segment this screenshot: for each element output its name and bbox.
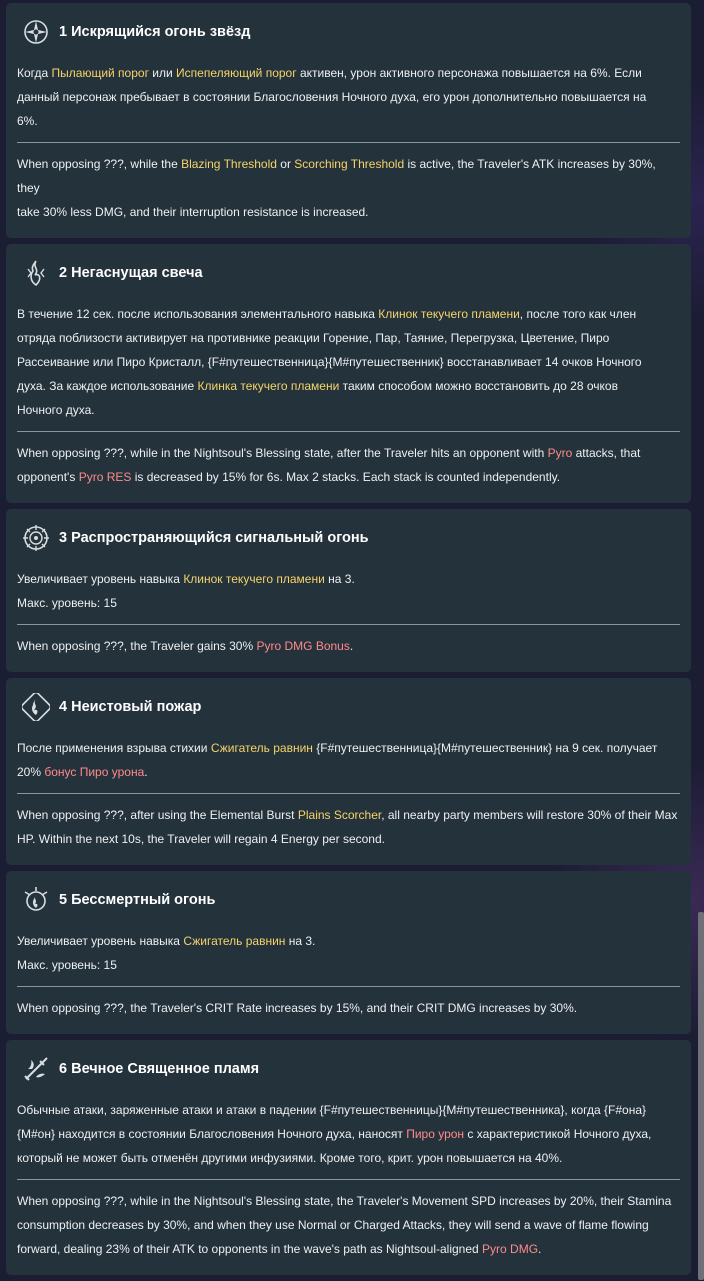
card-title: 5 Бессмертный огонь: [59, 892, 216, 908]
description-line: [17, 1146, 680, 1170]
description-en: [17, 1180, 680, 1275]
text-segment: consumption decreases by 30%, and when they use Normal or Charged Attacks, they will send a wave of flame flowing: [17, 1218, 649, 1232]
text-segment: Макс. уровень: 15: [17, 596, 117, 610]
pyro-term: Pyro: [547, 446, 573, 460]
text-segment: отряда поблизости активирует на противнике реакции Горение, Пар, Таяние, Перегрузка, Цветение, Пиро: [17, 331, 610, 345]
skill-link: Клинок текучего пламени: [183, 572, 325, 586]
text-segment: Обычные атаки, заряженные атаки и атаки в падении {F#путешественницы}{M#путешественника}, когда {F#она}: [17, 1103, 646, 1117]
description-line: [17, 1237, 680, 1261]
text-segment: When opposing ???, the Traveler's CRIT Rate increases by 15%, and their CRIT DMG increases by 30%.: [17, 1001, 578, 1015]
pyro-term: Пиро урон: [406, 1127, 465, 1141]
text-segment: .: [538, 1242, 542, 1256]
beacon-icon: [21, 523, 51, 553]
skill-link: Пылающий порог: [51, 66, 149, 80]
card-title: 1 Искрящийся огонь звёзд: [59, 24, 251, 40]
text-segment: таким способом можно восстановить до 28 очков: [339, 379, 618, 393]
scrollbar[interactable]: [698, 912, 704, 1280]
constellation-card: [6, 3, 691, 238]
pyro-term: бонус Пиро урона: [44, 765, 145, 779]
description-line: [17, 1213, 680, 1237]
description-ru: [17, 929, 680, 986]
description-line: [17, 567, 680, 591]
text-segment: .: [144, 765, 148, 779]
description-line: [17, 85, 680, 109]
description-line: [17, 350, 680, 374]
card-header: [17, 3, 680, 61]
constellation-card: [6, 244, 691, 503]
description-en: [17, 432, 680, 503]
text-segment: Увеличивает уровень навыка: [17, 934, 184, 948]
description-line: [17, 1122, 680, 1146]
text-segment: is decreased by 15% for 6s. Max 2 stacks. Each stack is counted independently.: [131, 470, 561, 484]
description-ru: [17, 1098, 680, 1179]
description-line: [17, 109, 680, 133]
description-line: [17, 398, 680, 422]
text-segment: , после того как член: [519, 307, 637, 321]
description-line: [17, 1189, 680, 1213]
skill-link: Испепеляющий порог: [176, 66, 297, 80]
text-segment: 6%.: [17, 114, 38, 128]
text-segment: Ночного духа.: [17, 403, 95, 417]
text-segment: opponent's: [17, 470, 79, 484]
text-segment: When opposing ???, the Traveler gains 30%: [17, 639, 257, 653]
pyro-term: Pyro DMG Bonus: [256, 639, 350, 653]
description-line: [17, 302, 680, 326]
text-segment: attacks, that: [572, 446, 641, 460]
text-segment: When opposing ???, while in the Nightsoul's Blessing state, after the Traveler hits an opponent with: [17, 446, 548, 460]
wildfire-icon: [21, 692, 51, 722]
description-en: [17, 987, 680, 1034]
skill-link: Клинок текучего пламени: [378, 307, 520, 321]
constellation-card: [6, 509, 691, 672]
sacred-flame-sword-icon: [21, 1054, 51, 1084]
description-line: [17, 760, 680, 784]
text-segment: духа. За каждое использование: [17, 379, 198, 393]
constellation-card: [6, 1040, 691, 1275]
pyro-term: Pyro RES: [78, 470, 132, 484]
description-line: [17, 441, 680, 465]
text-segment: Увеличивает уровень навыка: [17, 572, 184, 586]
description-line: [17, 996, 680, 1020]
description-line: [17, 326, 680, 350]
card-title: 3 Распространяющийся сигнальный огонь: [59, 530, 369, 546]
skill-link: Blazing Threshold: [181, 157, 277, 171]
text-segment: {F#путешественница}{M#путешественник} на 9 сек. получает: [312, 741, 658, 755]
card-header: [17, 678, 680, 736]
skill-link: Сжигатель равнин: [183, 934, 286, 948]
text-segment: или: [148, 66, 177, 80]
text-segment: When opposing ???, while in the Nightsoul's Blessing state, the Traveler's Movement SPD increases by 20%, their Stamina: [17, 1194, 672, 1208]
skill-link: Клинка текучего пламени: [197, 379, 340, 393]
text-segment: После применения взрыва стихии: [17, 741, 211, 755]
text-segment: take 30% less DMG, and their interruption resistance is increased.: [17, 205, 369, 219]
description-line: [17, 827, 680, 851]
card-title: 2 Негаснущая свеча: [59, 265, 203, 281]
skill-link: Сжигатель равнин: [210, 741, 313, 755]
card-header: [17, 1040, 680, 1098]
description-line: [17, 152, 680, 200]
description-line: [17, 803, 680, 827]
text-segment: Когда: [17, 66, 52, 80]
description-line: [17, 465, 680, 489]
text-segment: forward, dealing 23% of their ATK to opponents in the wave's path as Nightsoul-aligned: [17, 1242, 483, 1256]
card-header: [17, 871, 680, 929]
description-line: [17, 61, 680, 85]
text-segment: данный персонаж пребывает в состоянии Благословения Ночного духа, его урон дополнительно повышается на: [17, 90, 647, 104]
text-segment: Рассеивание или Пиро Кристалл, {F#путешественница}{M#путешественник} восстанавливает 14 очков Ночного: [17, 355, 642, 369]
text-segment: {M#он} находится в состоянии Благословения Ночного духа, наносят: [17, 1127, 407, 1141]
text-segment: который не может быть отменён другими инфузиями. Кроме того, крит. урон повышается на 40%.: [17, 1151, 563, 1165]
description-line: [17, 1098, 680, 1122]
description-ru: [17, 567, 680, 624]
description-ru: [17, 302, 680, 431]
constellation-card: [6, 871, 691, 1034]
description-en: [17, 625, 680, 672]
text-segment: When opposing ???, while the: [17, 157, 182, 171]
skill-link: Plains Scorcher: [297, 808, 382, 822]
text-segment: на 3.: [285, 934, 316, 948]
card-title: 6 Вечное Священное пламя: [59, 1061, 260, 1077]
description-line: [17, 736, 680, 760]
pyro-term: Pyro DMG: [482, 1242, 539, 1256]
text-segment: с характеристикой Ночного духа,: [464, 1127, 652, 1141]
description-line: [17, 591, 680, 615]
text-segment: When opposing ???, after using the Elemental Burst: [17, 808, 298, 822]
text-segment: or: [276, 157, 295, 171]
text-segment: 20%: [17, 765, 45, 779]
card-header: [17, 509, 680, 567]
description-en: [17, 143, 680, 238]
description-line: [17, 953, 680, 977]
text-segment: В течение 12 сек. после использования элементального навыка: [17, 307, 379, 321]
constellation-list: [6, 3, 691, 1281]
text-segment: .: [349, 639, 354, 653]
constellation-card: [6, 678, 691, 865]
description-ru: [17, 736, 680, 793]
candle-icon: [21, 258, 51, 288]
card-title: 4 Неистовый пожар: [59, 699, 202, 715]
text-segment: is active, the Traveler's ATK increases by 30%, they: [17, 157, 656, 195]
text-segment: HP. Within the next 10s, the Traveler will regain 4 Energy per second.: [17, 832, 385, 846]
text-segment: , all nearby party members will restore 30% of their Max: [381, 808, 678, 822]
card-header: [17, 244, 680, 302]
text-segment: Макс. уровень: 15: [17, 958, 117, 972]
text-segment: активен, урон активного персонажа повышается на 6%. Если: [296, 66, 642, 80]
description-line: [17, 929, 680, 953]
star-flame-icon: [21, 17, 51, 47]
description-line: [17, 374, 680, 398]
description-line: [17, 634, 680, 658]
description-ru: [17, 61, 680, 142]
skill-link: Scorching Threshold: [294, 157, 405, 171]
description-line: [17, 200, 680, 224]
eternal-fire-icon: [21, 885, 51, 915]
text-segment: на 3.: [324, 572, 355, 586]
description-en: [17, 794, 680, 865]
